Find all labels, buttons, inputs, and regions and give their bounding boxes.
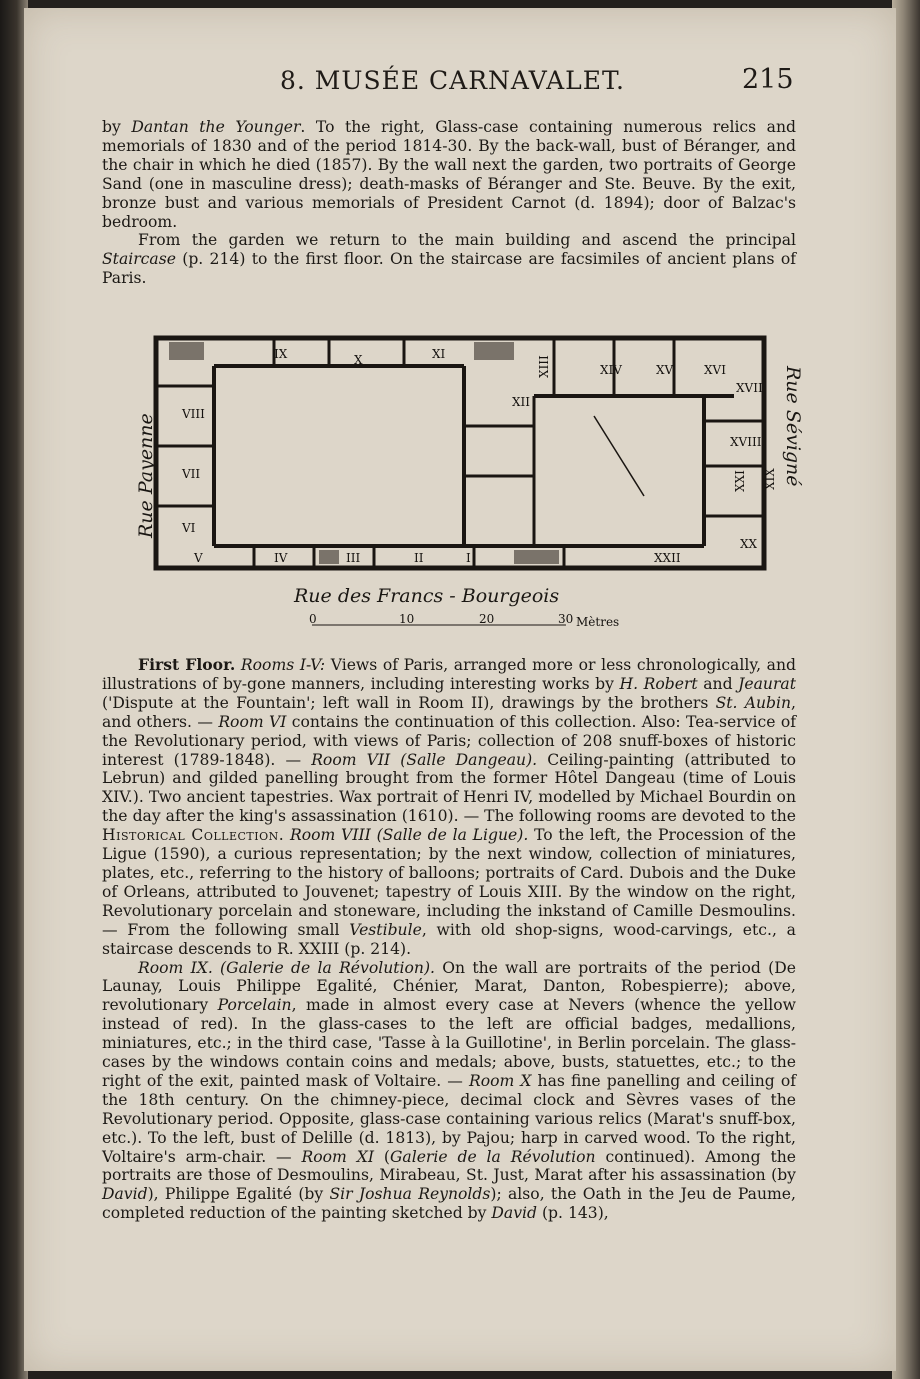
room-labels (181, 347, 777, 565)
floor-plan (114, 326, 814, 636)
room-label: XII (512, 395, 531, 409)
book-page (24, 8, 896, 1371)
room-label: XVI (704, 363, 726, 377)
scale-tick-label: 20 (479, 612, 495, 626)
room-label: XVIII (730, 435, 762, 449)
room-label: XVII (736, 381, 763, 395)
room-label: II (414, 551, 424, 565)
scale-tick-label: 10 (399, 612, 415, 626)
scale-unit: Mètres (576, 615, 620, 629)
running-head (24, 66, 896, 106)
staircase-term: Staircase (102, 250, 176, 269)
book-edge-right (892, 0, 920, 1379)
room-label: I (466, 551, 471, 565)
floor-plan-svg (114, 326, 814, 636)
street-label-bottom: Rue des Francs - Bourgeois (294, 585, 560, 607)
room-label: XIV (600, 363, 622, 377)
room-label: III (346, 551, 361, 565)
room-label: XIX (763, 468, 777, 490)
room-label: VI (182, 521, 196, 535)
room-label: IV (274, 551, 288, 565)
intro-paragraph-1: by Dantan the Younger. To the right, Glass-case containing numerous relics and memorials of 1830 and of the period 1814-30. By the back-wall, bust of Béranger, and the chair in which he died (1857). By the wall next the garden, two portraits of George Sand (one in masculine dress); death-masks of Béranger and Ste. Beuve. By the exit, bronze bust and various memorials of President Carnot (d. 1894); door of Balzac's bedroom. (102, 118, 797, 231)
room-label: XIII (537, 355, 551, 378)
artist-name: Dantan the Younger (131, 118, 301, 136)
room-label: V (194, 551, 203, 565)
first-floor-label: First Floor. (138, 655, 236, 674)
body-paragraph-1: First Floor. Rooms I-V: Views of Paris, arranged more or less chronologically, and illustrations of by-gone manners, including interesting works by H. Robert and Jeaurat ('Dispute at the Fountain'; left wall in Room II), drawings by the brothers St. Aubin, and others. — Room VI contains the continuation of this collection. Also: Tea-service of the Revolutionary period, with views of Paris; collection of 208 snuff-boxes of historic interest (1789-1848). — Room VII (Salle Dangeau). Ceiling-painting (attributed to Lebrun) and gilded panelling brought from the former Hôtel Dangeau (time of Louis XIV.). Two ancient tapestries. Wax portrait of Henri IV, modelled by Michael Bourdin on the day after the king's assassination (1610). — The following rooms are devoted to the Historical Collection. Room VIII (Salle de la Ligue). To the left, the Procession of the Ligue (1590), a curious representation; by the next window, collection of miniatures, plates, etc., referring to the history of balloons; portraits of Card. Dubois and the Duke of Orleans, attributed to Jouvenet; tapestry of Louis XIII. By the window on the right, Revolutionary porcelain and stoneware, including the inkstand of Camille Desmoulins. — From the following small Vestibule, with old shop-signs, wood-carvings, etc., a staircase descends to R. XXIII (p. 214). (102, 655, 796, 958)
page-number: 215 (742, 64, 794, 95)
intro-text (102, 118, 796, 288)
room-label: XXI (733, 470, 747, 492)
street-label-left: Rue Payenne (135, 413, 157, 538)
room-label: XX (740, 537, 758, 551)
room-label: XV (656, 363, 674, 377)
scale-tick-label: 0 (309, 612, 317, 626)
room-label: XXII (654, 551, 681, 565)
body-text (102, 656, 796, 1223)
body-paragraph-2: Room IX. (Galerie de la Révolution). On the wall are portraits of the period (De Launay, Louis Philippe Egalité, Chénier, Marat, Danton, Robespierre); above, revolutionary Porcelain, made in almost every case at Nevers (whence the yellow instead of red). In the glass-cases to the left are official badges, medallions, miniatures, etc.; in the third case, 'Tasse à la Guillotine', in Berlin porcelain. The glass-cases by the windows contain coins and medals; above, busts, statuettes, etc.; to the right of the exit, painted mask of Voltaire. — Room X has fine panelling and ceiling of the 18th century. On the chimney-piece, decimal clock and Sèvres vases of the Revolutionary period. Opposite, glass-case containing various relics (Marat's snuff-box, etc.). To the left, bust of Delille (d. 1813), by Pajou; harp in carved wood. To the right, Voltaire's arm-chair. — Room XI (Galerie de la Révolution continued). Among the portraits are those of Desmoulins, Mirabeau, St. Just, Marat after his assassination (by David), Philippe Egalité (by Sir Joshua Reynolds); also, the Oath in the Jeu de Paume, completed reduction of the painting sketched by David (p. 143), (102, 958, 796, 1223)
room-label: VIII (182, 407, 205, 421)
section-title: 8. MUSÉE CARNAVALET. (280, 66, 625, 95)
room-label: IX (274, 347, 288, 361)
intro-paragraph-2: From the garden we return to the main building and ascend the principal Staircase (p. 214) to the first floor. On the staircase are facsimiles of ancient plans of Paris. (102, 231, 796, 288)
scale-bar (309, 612, 619, 629)
room-label: X (354, 353, 363, 367)
scale-tick-label: 30 (558, 612, 574, 626)
room-label: XI (432, 347, 446, 361)
room-label: VII (182, 467, 201, 481)
street-label-right: Rue Sévigné (782, 366, 804, 487)
